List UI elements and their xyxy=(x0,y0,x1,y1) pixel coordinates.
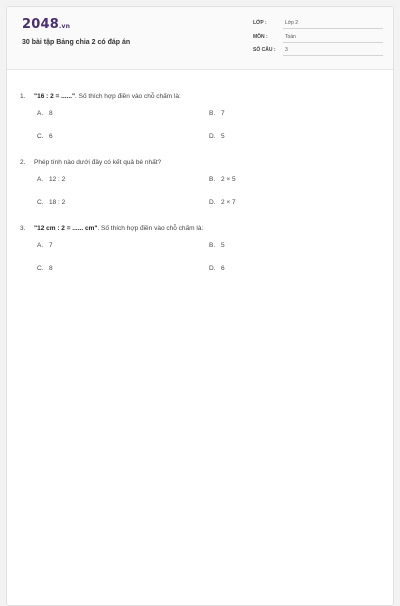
logo-main-text: 2048 xyxy=(22,17,59,32)
question-1-answer-c[interactable] xyxy=(37,133,209,156)
answer-letter: D. xyxy=(209,199,216,206)
answer-text: 5 xyxy=(221,242,225,249)
question-2-number: 2. xyxy=(20,159,26,166)
question-3-prompt xyxy=(7,222,393,236)
question-3-text: . Số thích hợp điền vào chỗ chấm là: xyxy=(97,225,204,232)
answer-text: 5 xyxy=(221,133,225,140)
question-3-answer-row-2 xyxy=(7,265,393,288)
site-logo[interactable] xyxy=(22,17,70,32)
question-1-answer-a[interactable] xyxy=(37,110,209,133)
question-3-answer-c[interactable] xyxy=(37,265,209,288)
question-1-answer-row-2 xyxy=(7,133,393,156)
question-2-answer-row-1 xyxy=(7,176,393,199)
meta-label-count: SỐ CÂU : xyxy=(253,47,276,53)
question-1-answer-d[interactable] xyxy=(209,133,359,156)
meta-label-grade: LỚP : xyxy=(253,20,267,26)
question-3-answer-a[interactable] xyxy=(37,242,209,265)
question-2-answer-a[interactable] xyxy=(37,176,209,199)
meta-value-subject: Toán xyxy=(283,32,383,43)
question-3 xyxy=(7,222,393,288)
answer-text: 2 × 7 xyxy=(221,199,236,206)
meta-row-count xyxy=(253,45,383,58)
answer-letter: A. xyxy=(37,242,44,249)
question-2-text: Phép tính nào dưới đây có kết quả bé nhất? xyxy=(34,159,162,166)
worksheet-header xyxy=(7,7,393,70)
question-1-text: . Số thích hợp điền vào chỗ chấm là: xyxy=(75,93,181,100)
answer-letter: B. xyxy=(209,176,216,183)
worksheet-meta xyxy=(253,18,383,59)
question-3-answer-row-1 xyxy=(7,242,393,265)
answer-letter: D. xyxy=(209,133,216,140)
question-2-answer-d[interactable] xyxy=(209,199,359,222)
question-2-answer-b[interactable] xyxy=(209,176,359,199)
answer-letter: C. xyxy=(37,265,44,272)
answer-text: 7 xyxy=(221,110,225,117)
question-3-answers xyxy=(7,242,393,288)
answer-text: 8 xyxy=(49,110,53,117)
question-list xyxy=(7,70,393,288)
question-3-answer-d[interactable] xyxy=(209,265,359,288)
question-2 xyxy=(7,156,393,222)
meta-row-grade xyxy=(253,18,383,31)
meta-row-subject xyxy=(253,32,383,45)
answer-text: 6 xyxy=(221,265,225,272)
answer-text: 6 xyxy=(49,133,53,140)
answer-letter: B. xyxy=(209,110,216,117)
answer-letter: A. xyxy=(37,110,44,117)
worksheet-page xyxy=(6,6,394,606)
question-3-text-wrap xyxy=(34,222,203,236)
logo-suffix-text: .vn xyxy=(58,23,71,30)
question-1-answers xyxy=(7,110,393,156)
question-1-number: 1. xyxy=(20,93,26,100)
question-1-answer-row-1 xyxy=(7,110,393,133)
question-2-answer-c[interactable] xyxy=(37,199,209,222)
question-2-answer-row-2 xyxy=(7,199,393,222)
question-1-prompt xyxy=(7,90,393,104)
question-1 xyxy=(7,90,393,156)
meta-value-count: 3 xyxy=(283,45,383,56)
question-2-answers xyxy=(7,176,393,222)
question-3-number: 3. xyxy=(20,225,26,232)
answer-letter: A. xyxy=(37,176,44,183)
question-1-bold: "16 : 2 = ......" xyxy=(34,93,76,100)
answer-letter: D. xyxy=(209,265,216,272)
answer-text: 18 : 2 xyxy=(49,199,66,206)
worksheet-title: 30 bài tập Bảng chia 2 có đáp án xyxy=(22,39,131,46)
answer-text: 12 : 2 xyxy=(49,176,66,183)
answer-letter: C. xyxy=(37,199,44,206)
question-2-text-wrap xyxy=(34,156,161,170)
answer-text: 2 × 5 xyxy=(221,176,236,183)
meta-value-grade: Lớp 2 xyxy=(283,18,383,29)
meta-label-subject: MÔN : xyxy=(253,33,268,40)
question-1-answer-b[interactable] xyxy=(209,110,359,133)
question-3-answer-b[interactable] xyxy=(209,242,359,265)
question-1-text-wrap xyxy=(34,90,181,104)
question-3-bold: "12 cm : 2 = ...... cm" xyxy=(34,225,98,232)
answer-letter: C. xyxy=(37,133,44,140)
question-2-prompt xyxy=(7,156,393,170)
answer-text: 7 xyxy=(49,242,53,249)
answer-letter: B. xyxy=(209,242,216,249)
answer-text: 8 xyxy=(49,265,53,272)
